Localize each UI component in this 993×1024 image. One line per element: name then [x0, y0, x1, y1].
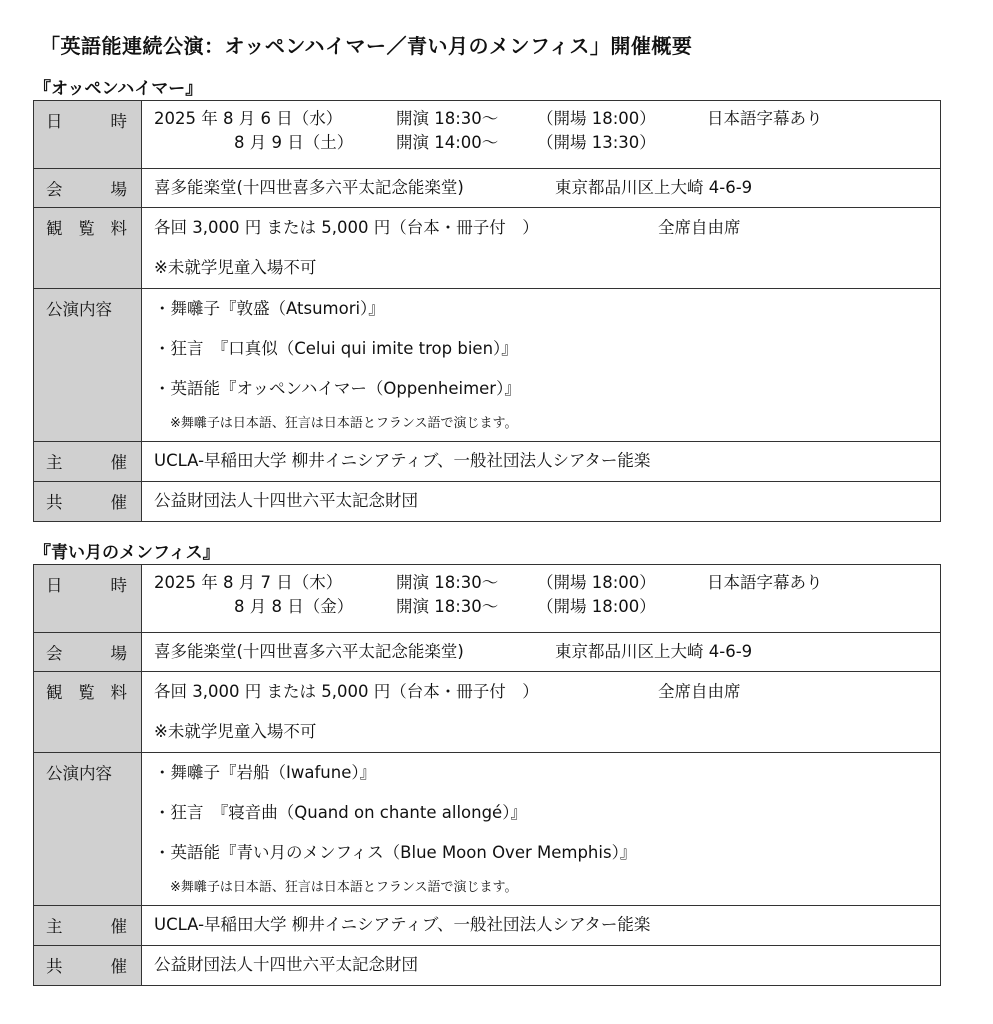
value-program [142, 753, 941, 906]
row-venue [34, 633, 941, 672]
schedule-line [154, 131, 940, 155]
label-fee: 観 覧 料 [34, 208, 142, 289]
fee-price: 各回 3,000 円 または 5,000 円（台本・冊子付 ） [154, 218, 539, 237]
program-item: ・英語能『青い月のメンフィス（Blue Moon Over Memphis）』 [154, 843, 637, 862]
row-cosponsor [34, 946, 941, 986]
row-fee [34, 672, 941, 753]
schedule-start: 開演 18:30～ [396, 597, 499, 616]
schedule-start: 開演 18:30～ [396, 573, 499, 592]
program-item: ・狂言 『口真似（Celui qui imite trop bien）』 [154, 339, 518, 358]
row-fee [34, 208, 941, 289]
label-venue: 会 場 [34, 169, 142, 208]
venue-address: 東京都品川区上大崎 4-6-9 [555, 642, 753, 661]
row-organizer [34, 906, 941, 946]
fee-seating: 全席自由席 [658, 218, 741, 237]
row-program [34, 753, 941, 906]
fee-price: 各回 3,000 円 または 5,000 円（台本・冊子付 ） [154, 682, 539, 701]
subtitle-note: 日本語字幕あり [707, 573, 823, 592]
schedule-date: 2025 年 8 月 7 日（木） [154, 573, 343, 592]
row-organizer [34, 442, 941, 482]
value-program [142, 289, 941, 442]
event-info-table [33, 564, 941, 986]
schedule-doors: （開場 18:00） [537, 573, 656, 592]
program-note: ※舞囃子は日本語、狂言は日本語とフランス語で演じます。 [170, 880, 518, 895]
schedule-line [154, 595, 940, 619]
fee-note: ※未就学児童入場不可 [154, 258, 317, 277]
schedule-doors: （開場 18:00） [537, 597, 656, 616]
row-cosponsor [34, 482, 941, 522]
schedule-doors: （開場 18:00） [537, 109, 656, 128]
program-note: ※舞囃子は日本語、狂言は日本語とフランス語で演じます。 [170, 416, 518, 431]
fee-seating: 全席自由席 [658, 682, 741, 701]
subtitle-note: 日本語字幕あり [707, 109, 823, 128]
venue-name: 喜多能楽堂(十四世喜多六平太記念能楽堂) [154, 178, 464, 197]
section-heading: 『オッペンハイマー』 [34, 79, 203, 99]
label-program: 公演内容 [34, 289, 142, 442]
value-datetime [142, 101, 941, 169]
value-fee [142, 672, 941, 753]
value-cosponsor: 公益財団法人十四世六平太記念財団 [142, 946, 941, 986]
program-item: ・英語能『オッペンハイマー（Oppenheimer）』 [154, 379, 521, 398]
value-cosponsor: 公益財団法人十四世六平太記念財団 [142, 482, 941, 522]
event-info-table [33, 100, 941, 522]
value-venue [142, 633, 941, 672]
venue-address: 東京都品川区上大崎 4-6-9 [555, 178, 753, 197]
page-title: 「英語能連続公演：オッペンハイマー／青い月のメンフィス」開催概要 [40, 34, 693, 58]
value-organizer: UCLA-早稲田大学 柳井イニシアティブ、一般社団法人シアター能楽 [142, 442, 941, 482]
label-organizer: 主 催 [34, 906, 142, 946]
schedule-line [154, 107, 940, 131]
label-datetime: 日 時 [34, 565, 142, 633]
label-cosponsor: 共 催 [34, 946, 142, 986]
label-fee: 観 覧 料 [34, 672, 142, 753]
value-datetime [142, 565, 941, 633]
value-organizer: UCLA-早稲田大学 柳井イニシアティブ、一般社団法人シアター能楽 [142, 906, 941, 946]
program-item: ・狂言 『寝音曲（Quand on chante allongé）』 [154, 803, 527, 822]
value-fee [142, 208, 941, 289]
label-program: 公演内容 [34, 753, 142, 906]
label-organizer: 主 催 [34, 442, 142, 482]
venue-name: 喜多能楽堂(十四世喜多六平太記念能楽堂) [154, 642, 464, 661]
value-venue [142, 169, 941, 208]
section-heading: 『青い月のメンフィス』 [34, 543, 220, 563]
schedule-doors: （開場 13:30） [537, 133, 656, 152]
fee-note: ※未就学児童入場不可 [154, 722, 317, 741]
row-datetime [34, 101, 941, 169]
program-item: ・舞囃子『敦盛（Atsumori）』 [154, 299, 385, 318]
row-venue [34, 169, 941, 208]
schedule-start: 開演 14:00～ [396, 133, 499, 152]
label-datetime: 日 時 [34, 101, 142, 169]
schedule-date: 8 月 9 日（土） [234, 133, 354, 152]
row-datetime [34, 565, 941, 633]
label-venue: 会 場 [34, 633, 142, 672]
program-item: ・舞囃子『岩船（Iwafune）』 [154, 763, 377, 782]
schedule-line [154, 571, 940, 595]
label-cosponsor: 共 催 [34, 482, 142, 522]
schedule-start: 開演 18:30～ [396, 109, 499, 128]
schedule-date: 2025 年 8 月 6 日（水） [154, 109, 343, 128]
schedule-date: 8 月 8 日（金） [234, 597, 354, 616]
row-program [34, 289, 941, 442]
